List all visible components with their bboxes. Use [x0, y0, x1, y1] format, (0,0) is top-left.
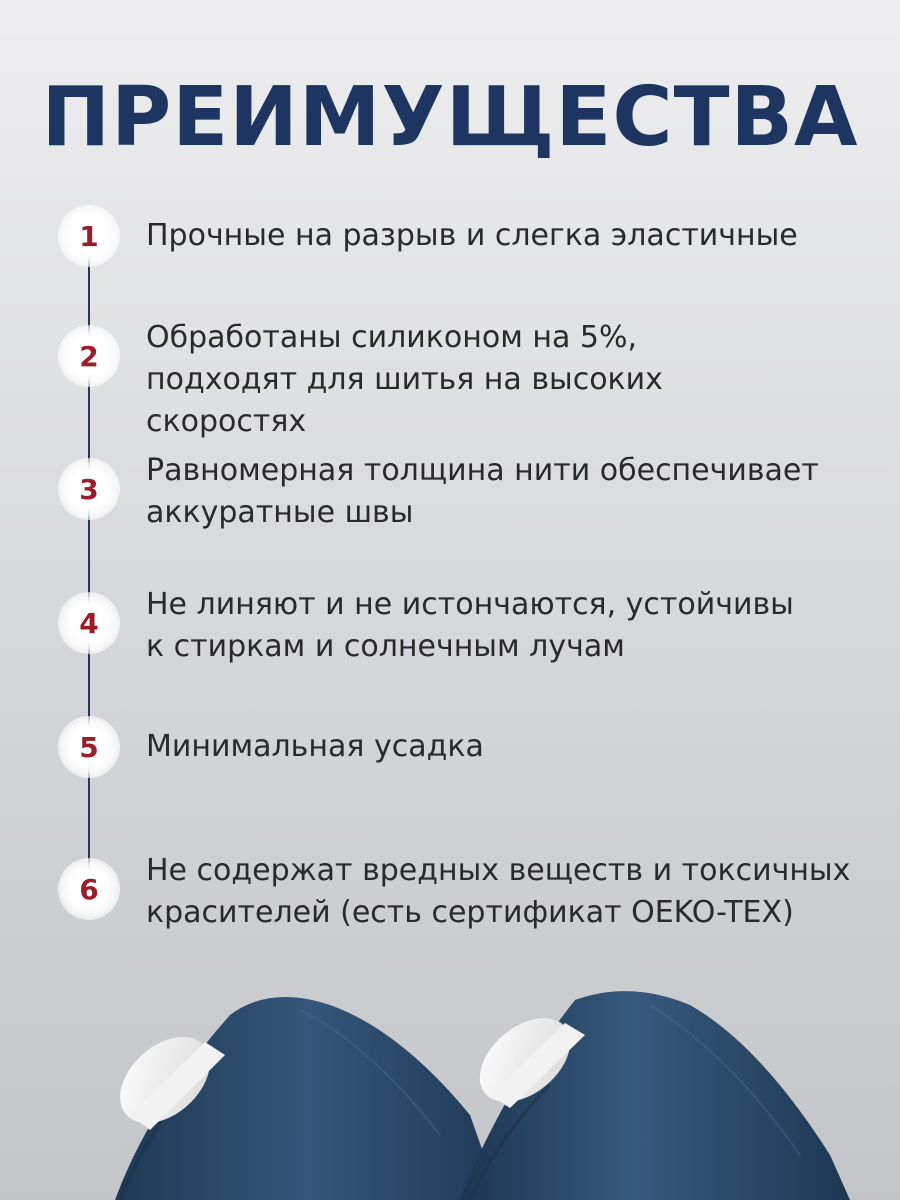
item-number-6: 6 — [58, 858, 120, 920]
item-text-6: Не содержат вредных веществ и токсичных красителей (есть сертификат OEKO-TEX) — [146, 853, 851, 930]
item-number-2: 2 — [58, 325, 120, 387]
item-text-5: Минимальная усадка — [146, 729, 484, 764]
item-text-3: Равномерная толщина нити обеспечивает аккуратные швы — [146, 453, 819, 530]
spool-right — [460, 991, 850, 1200]
item-number-1: 1 — [58, 205, 120, 267]
item-text-2: Обработаны силиконом на 5%, подходят для шитья на высоких скоростях — [146, 320, 663, 439]
spool-left — [104, 997, 500, 1200]
page-title: ПРЕИМУЩЕСТВА — [41, 70, 859, 165]
item-text-4: Не линяют и не истончаются, устойчивы к стиркам и солнечным лучам — [146, 587, 794, 664]
item-number-3: 3 — [58, 458, 120, 520]
item-number-5: 5 — [58, 716, 120, 778]
item-text-1: Прочные на разрыв и слегка эластичные — [146, 218, 798, 253]
thread-spools-image — [0, 985, 900, 1200]
item-number-4: 4 — [58, 592, 120, 654]
